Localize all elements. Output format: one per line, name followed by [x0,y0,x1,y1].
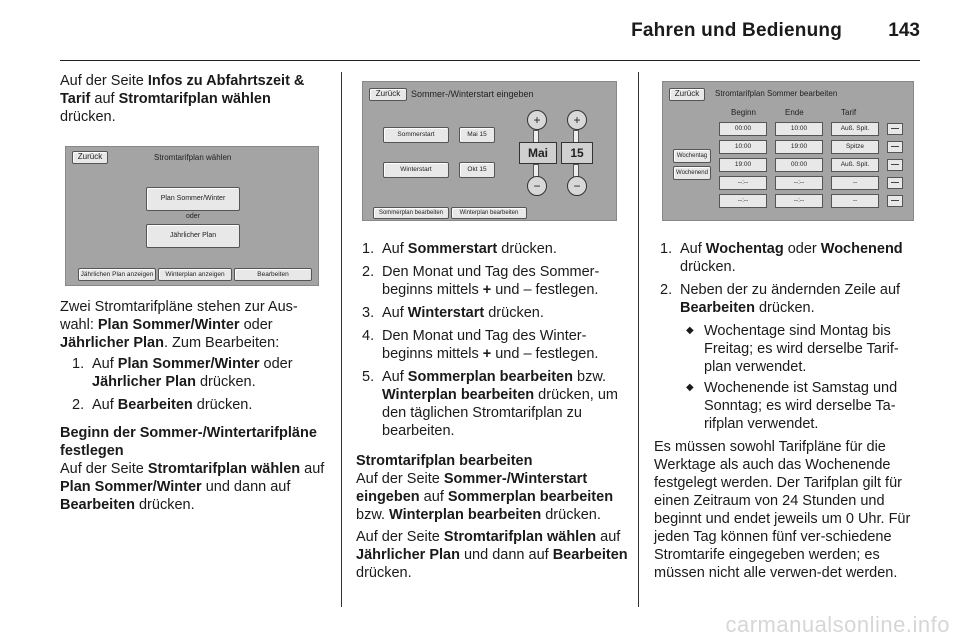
table-cell[interactable]: 19:00 [775,140,823,154]
section-heading: Beginn der Sommer-/Wintertarifpläne festlegen [60,425,317,459]
row-edit-button[interactable] [887,177,903,189]
table-cell[interactable]: --:-- [719,194,767,208]
table-cell[interactable]: 00:00 [775,158,823,172]
screenshot-tariff-select [65,146,319,286]
table-cell[interactable]: 00:00 [719,122,767,136]
row-edit-button[interactable] [887,141,903,153]
winter-start-value[interactable]: Okt 15 [459,162,495,178]
or-label: oder [186,213,201,220]
column-divider [638,72,639,607]
page-title: Fahren und Bedienung [631,20,842,41]
diamond-bullet-icon: ◆ [686,382,694,393]
bullet-list [680,322,924,433]
list-item: 1. Auf Sommerstart drücken. [362,241,557,257]
day-minus-icon[interactable]: − [567,176,587,196]
list-item: 2. Auf Bearbeiten drücken. [72,397,253,413]
column-header: Ende [785,108,804,117]
column-1-lower [60,298,328,514]
watermark: carmanualsonline.info [725,612,950,637]
column-1 [60,72,328,126]
steps-list-2 [356,240,628,440]
screen-title: Stromtarifplan Sommer bearbeiten [715,89,838,98]
list-item: 2. Neben der zu ändernden Zeile auf Bearbeiten drücken. ◆ Wochentage sind Montag bis Freitag; es wird derselbe Tarif-plan verwendet. ◆ Wochenende ist Samstag und Sonntag; es wird derselbe Ta-rifplan verwendet. [654,281,924,433]
table-cell[interactable]: Auß. Spit. [831,122,879,136]
plan-summer-winter-button[interactable]: Plan Sommer/Winter [146,187,240,211]
column-header: Tarif [841,108,857,117]
list-item: 4. Den Monat und Tag des Winter-beginns mittels + und – festlegen. [362,328,599,362]
header-rule [60,60,920,61]
table-cell[interactable]: Auß. Spit. [831,158,879,172]
row-edit-button[interactable] [887,159,903,171]
column-3 [654,240,924,582]
table-cell[interactable]: 10:00 [775,122,823,136]
winter-start-button[interactable]: Winterstart [383,162,449,178]
instruction-paragraph: Auf der Seite Stromtarifplan wählen auf Plan Sommer/Winter und dann auf Bearbeiten drücken. [60,461,325,513]
list-item: 1. Auf Plan Sommer/Winter oder Jährlicher Plan drücken. [72,356,293,390]
list-item: 2. Den Monat und Tag des Sommer-beginns mittels + und – festlegen. [362,264,600,298]
month-display: Mai [519,142,557,164]
back-button[interactable]: Zurück [72,151,108,164]
table-cell[interactable]: --:-- [775,194,823,208]
page-number: 143 [888,20,920,41]
screen-title: Stromtarifplan wählen [154,153,232,162]
annual-plan-button[interactable]: Jährlicher Plan [146,224,240,248]
screen-title: Sommer-/Winterstart eingeben [411,89,534,99]
weekend-button[interactable]: Wochenend [673,166,711,180]
edit-winter-plan-button[interactable]: Winterplan bearbeiten [451,207,527,219]
list-item: 5. Auf Sommerplan bearbeiten bzw. Winterplan bearbeiten drücken, um den täglichen Stromtarifplan zu bearbeiten. [362,369,618,439]
steps-list-1 [66,355,328,414]
month-minus-icon[interactable]: − [527,176,547,196]
column-2 [356,240,628,582]
table-cell[interactable]: -- [831,176,879,190]
day-plus-icon[interactable]: + [567,110,587,130]
edit-button[interactable]: Bearbeiten [234,268,312,281]
summer-start-value[interactable]: Mai 15 [459,127,495,143]
instruction-paragraph: Auf der Seite Sommer-/Winterstart eingeben auf Sommerplan bearbeiten bzw. Winterplan bearbeiten drücken. [356,471,614,523]
table-cell[interactable]: -- [831,194,879,208]
show-annual-plan-button[interactable]: Jährlichen Plan anzeigen [78,268,156,281]
column-divider [341,72,342,607]
steps-list-3 [654,240,924,433]
info-paragraph: Es müssen sowohl Tarifpläne für die Werktage als auch das Wochenende festgelegt werden. Der Tarifplan gilt für einen Zeitraum von 24 Stunden und beginnt und endet jeweils um 0 Uhr. Für jeden Tag können fünf ver-schiedene Stromtarife eingegeben werden; es müssen nicht alle verwen-det werden. [654,439,911,581]
edit-summer-plan-button[interactable]: Sommerplan bearbeiten [373,207,449,219]
page-header [0,0,960,60]
screenshot-season-start [362,81,617,221]
weekday-button[interactable]: Wochentag [673,149,711,163]
plans-paragraph: Zwei Stromtarifpläne stehen zur Aus-wahl: Plan Sommer/Winter oder Jährlicher Plan. Zum Bearbeiten: [60,299,298,351]
table-cell[interactable]: 19:00 [719,158,767,172]
list-item: ◆ Wochenende ist Samstag und Sonntag; es wird derselbe Ta-rifplan verwendet. [686,380,898,432]
table-cell[interactable]: 10:00 [719,140,767,154]
section-heading: Stromtarifplan bearbeiten [356,453,533,469]
list-item: 3. Auf Winterstart drücken. [362,305,544,321]
list-item: ◆ Wochentage sind Montag bis Freitag; es wird derselbe Tarif-plan verwendet. [686,323,899,375]
column-header: Beginn [731,108,756,117]
screenshot-edit-tariff-plan [662,81,914,221]
intro-paragraph: Auf der Seite Infos zu Abfahrtszeit & Tarif auf Stromtarifplan wählen drücken. [60,73,305,125]
row-edit-button[interactable] [887,195,903,207]
summer-start-button[interactable]: Sommerstart [383,127,449,143]
instruction-paragraph: Auf der Seite Stromtarifplan wählen auf Jährlicher Plan und dann auf Bearbeiten drücken. [356,529,628,581]
back-button[interactable]: Zurück [669,88,705,101]
show-winter-plan-button[interactable]: Winterplan anzeigen [158,268,232,281]
table-cell[interactable]: Spitze [831,140,879,154]
table-cell[interactable]: --:-- [719,176,767,190]
back-button[interactable]: Zurück [369,88,407,101]
day-display: 15 [561,142,593,164]
list-item: 1. Auf Wochentag oder Wochenend drücken. [660,241,903,275]
month-plus-icon[interactable]: + [527,110,547,130]
row-edit-button[interactable] [887,123,903,135]
table-cell[interactable]: --:-- [775,176,823,190]
diamond-bullet-icon: ◆ [686,325,694,336]
